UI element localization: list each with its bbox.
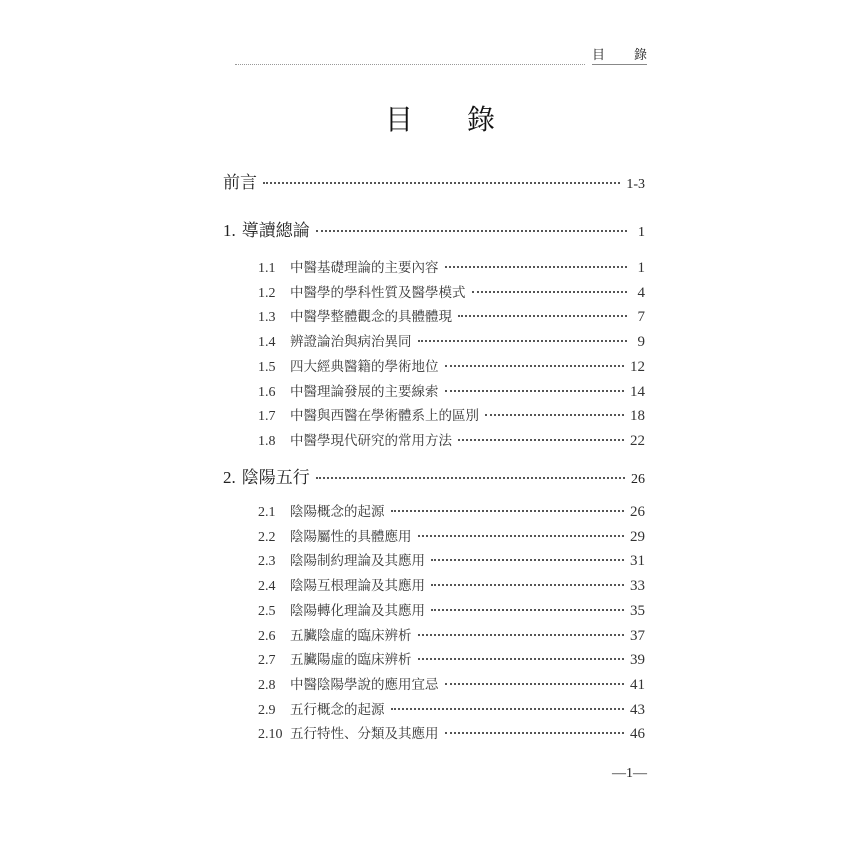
section-title: 五行特性、分類及其應用 <box>290 726 439 743</box>
toc-chapter[interactable] <box>223 216 645 241</box>
section-number: 1.7 <box>258 409 276 425</box>
section-number: 1.8 <box>258 433 276 449</box>
section-title: 中醫陰陽學說的應用宜忌 <box>290 676 439 693</box>
section-page: 12 <box>630 358 645 375</box>
toc-section[interactable] <box>258 698 645 719</box>
page-title-left: 目 <box>385 103 414 136</box>
section-title: 中醫與西醫在學術體系上的區別 <box>290 408 479 425</box>
toc-section[interactable] <box>258 380 645 401</box>
dot-leader <box>418 535 625 537</box>
section-page: 46 <box>630 726 645 743</box>
section-page: 26 <box>630 504 645 520</box>
section-page: 35 <box>630 602 645 619</box>
section-page: 41 <box>630 676 645 693</box>
toc-section[interactable] <box>258 281 645 302</box>
page-title-right: 錄 <box>466 103 495 136</box>
dot-leader <box>458 439 624 441</box>
dot-leader <box>431 559 624 561</box>
dot-leader <box>445 732 625 734</box>
section-title: 五臟陽虛的臨床辨析 <box>290 652 412 669</box>
dot-leader <box>316 230 627 232</box>
section-title: 四大經典醫籍的學術地位 <box>290 358 439 375</box>
section-page: 4 <box>637 284 645 301</box>
running-header <box>592 48 647 65</box>
toc-section[interactable] <box>258 722 645 743</box>
section-title: 陰陽制約理論及其應用 <box>290 553 425 570</box>
section-page: 22 <box>630 432 645 449</box>
section-number: 1.4 <box>258 335 276 351</box>
toc-preface[interactable] <box>223 168 645 193</box>
section-number: 2.5 <box>258 603 276 619</box>
dot-leader <box>458 315 627 317</box>
chapter-number: 2. <box>223 468 236 487</box>
chapter-page: 1 <box>638 225 645 240</box>
toc-section[interactable] <box>258 624 645 645</box>
toc-page: 1-3 <box>626 177 645 192</box>
running-header-rule <box>235 64 585 65</box>
chapter-title: 陰陽五行 <box>241 468 310 488</box>
dot-leader <box>391 708 625 710</box>
toc-section[interactable] <box>258 305 645 326</box>
dot-leader <box>316 477 625 479</box>
section-title: 陰陽互根理論及其應用 <box>290 578 425 595</box>
page-number: —1— <box>612 766 647 781</box>
toc-section[interactable] <box>258 599 645 620</box>
dot-leader <box>445 266 628 268</box>
section-page: 31 <box>630 553 645 570</box>
toc-section[interactable] <box>258 648 645 669</box>
section-page: 33 <box>630 578 645 595</box>
dot-leader <box>263 182 620 184</box>
section-page: 9 <box>637 334 645 351</box>
section-title: 陰陽屬性的具體應用 <box>290 528 412 545</box>
dot-leader <box>418 658 625 660</box>
section-number: 2.10 <box>258 727 283 743</box>
section-title: 五臟陰虛的臨床辨析 <box>290 627 412 644</box>
section-title: 辨證論治與病治異同 <box>290 334 412 351</box>
section-title: 陰陽概念的起源 <box>290 504 385 520</box>
section-number: 2.9 <box>258 702 276 718</box>
toc-section[interactable] <box>258 330 645 351</box>
dot-leader <box>445 365 625 367</box>
section-number: 2.6 <box>258 628 276 644</box>
dot-leader <box>431 584 624 586</box>
dot-leader <box>445 390 625 392</box>
chapter-title: 導讀總論 <box>241 221 310 241</box>
section-page: 7 <box>637 309 645 326</box>
section-number: 2.1 <box>258 505 276 520</box>
section-title: 中醫學的學科性質及醫學模式 <box>290 284 466 301</box>
section-number: 1.5 <box>258 359 276 375</box>
dot-leader <box>418 634 625 636</box>
toc-section[interactable] <box>258 404 645 425</box>
dot-leader <box>485 414 624 416</box>
chapter-number: 1. <box>223 221 236 240</box>
section-title: 中醫基礎理論的主要內容 <box>290 260 439 276</box>
section-title: 中醫學現代研究的常用方法 <box>290 432 452 449</box>
section-page: 39 <box>630 652 645 669</box>
dot-leader <box>472 291 628 293</box>
section-page: 29 <box>630 528 645 545</box>
section-title: 陰陽轉化理論及其應用 <box>290 602 425 619</box>
toc-section[interactable] <box>258 500 645 521</box>
section-page: 14 <box>630 383 645 400</box>
section-page: 18 <box>630 408 645 425</box>
dot-leader <box>391 510 625 512</box>
section-title: 中醫學整體觀念的具體體現 <box>290 309 452 326</box>
section-number: 2.3 <box>258 554 276 570</box>
section-title: 五行概念的起源 <box>290 701 385 718</box>
toc-section[interactable] <box>258 525 645 546</box>
section-number: 2.2 <box>258 529 276 545</box>
dot-leader <box>431 609 624 611</box>
toc-chapter[interactable] <box>223 463 645 488</box>
dot-leader <box>445 683 625 685</box>
dot-leader <box>418 340 628 342</box>
running-header-right: 錄 <box>633 48 647 63</box>
toc-section[interactable] <box>258 673 645 694</box>
toc-section[interactable] <box>258 256 645 277</box>
page-title <box>385 98 495 138</box>
section-number: 2.8 <box>258 677 276 693</box>
toc-section[interactable] <box>258 549 645 570</box>
toc-section[interactable] <box>258 574 645 595</box>
section-page: 43 <box>630 701 645 718</box>
section-number: 1.1 <box>258 261 276 276</box>
toc-title: 前言 <box>223 173 257 193</box>
running-header-left: 目 <box>592 48 606 63</box>
section-number: 1.6 <box>258 384 276 400</box>
section-page: 37 <box>630 627 645 644</box>
section-page: 1 <box>637 260 645 276</box>
toc-section[interactable] <box>258 429 645 450</box>
section-number: 2.4 <box>258 579 276 595</box>
chapter-page: 26 <box>631 472 645 487</box>
toc-section[interactable] <box>258 355 645 376</box>
section-title: 中醫理論發展的主要線索 <box>290 383 439 400</box>
section-number: 2.7 <box>258 653 276 669</box>
section-number: 1.3 <box>258 310 276 326</box>
section-number: 1.2 <box>258 285 276 301</box>
